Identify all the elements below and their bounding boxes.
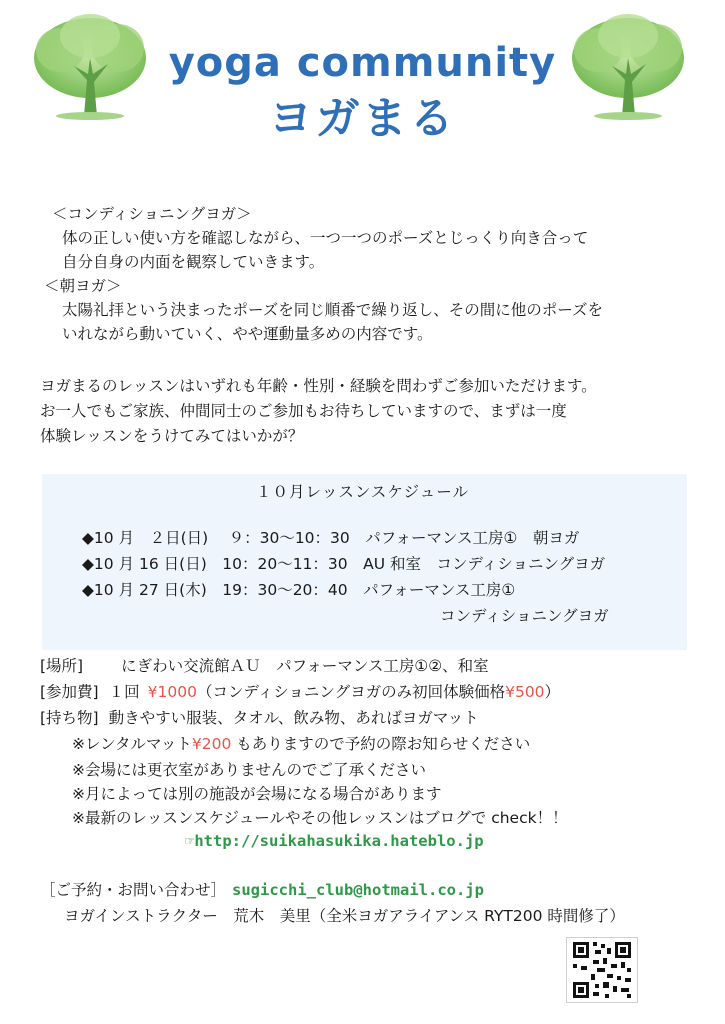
message-line: ヨガまるのレッスンはいずれも年齢・性別・経験を問わずご参加いただけます。 xyxy=(40,377,597,395)
rental-price: ¥200 xyxy=(191,735,232,753)
message-line: お一人でもご家族、仲間同士のご参加もお待ちしていますので、まずは一度 xyxy=(40,402,567,420)
contact-label: ［ご予約・お問い合わせ］ xyxy=(40,881,227,899)
blog-link[interactable]: ☞http://suikahasukika.hateblo.jp xyxy=(185,832,484,850)
instructor-line: ヨガインストラクター 荒木 美里（全米ヨガアライアンス RYT200 時間修了） xyxy=(64,907,625,925)
place-value: にぎわい交流館ＡＵ パフォーマンス工房①②、和室 xyxy=(121,657,489,675)
fee-trial-price: ¥500 xyxy=(505,683,545,701)
heading-morning-yoga: ＜朝ヨガ＞ xyxy=(44,277,122,295)
intro-line: 自分自身の内面を観察していきます。 xyxy=(62,253,325,271)
schedule-row: ◆10 月 ２日(日) ９：30〜10：30 パフォーマンス工房① 朝ヨガ xyxy=(82,529,580,547)
contact-row xyxy=(40,880,484,900)
title-japanese: ヨガまる xyxy=(268,93,457,144)
schedule-row: ◆10 月 16 日(日) 10：20〜11：30 AU 和室 コンディショニングヨガ xyxy=(82,555,606,573)
schedule-row: ◆10 月 27 日(木) 19：30〜20：40 パフォーマンス工房① xyxy=(82,581,516,599)
note-different-venue: ※月によっては別の施設が会場になる場合があります xyxy=(72,785,442,803)
qr-code xyxy=(566,937,638,1003)
contact-email[interactable]: sugicchi_club@hotmail.co.jp xyxy=(232,881,484,899)
intro-line: いれながら動いていく、やや運動量多めの内容です。 xyxy=(62,325,433,343)
note-no-changing-room: ※会場には更衣室がありませんのでご了承ください xyxy=(72,761,426,779)
place-row xyxy=(40,656,489,676)
intro-line: 体の正しい使い方を確認しながら、一つ一つのポーズとじっくり向き合って xyxy=(62,229,589,247)
note-check-blog: ※最新のレッスンスケジュールやその他レッスンはブログで check！！ xyxy=(72,809,568,827)
note-text: もありますので予約の際お知らせください xyxy=(231,735,531,753)
fee-suffix: ） xyxy=(544,683,561,701)
place-label: [場所] xyxy=(40,657,84,675)
note-rental-mat xyxy=(72,734,530,754)
fee-label: [参加費] xyxy=(40,683,99,701)
message-line: 体験レッスンをうけてみてはいかが？ xyxy=(40,427,304,445)
items-row xyxy=(40,708,479,728)
title-english: yoga community xyxy=(168,40,557,86)
fee-prefix: １回 xyxy=(108,683,140,701)
schedule-row-continued: コンディショニングヨガ xyxy=(440,607,609,625)
note-text: ※レンタルマット xyxy=(72,735,192,753)
items-value: 動きやすい服装、タオル、飲み物、あればヨガマット xyxy=(108,709,479,727)
schedule-title: １０月レッスンスケジュール xyxy=(256,483,469,501)
fee-mid: （コンディショニングヨガのみ初回体験価格 xyxy=(196,683,506,701)
intro-line: 太陽礼拝という決まったポーズを同じ順番で繰り返し、その間に他のポーズを xyxy=(62,301,603,319)
fee-row xyxy=(40,682,560,702)
fee-price: ¥1000 xyxy=(147,683,197,701)
items-label: [持ち物] xyxy=(40,709,99,727)
heading-conditioning-yoga: ＜コンディショニングヨガ＞ xyxy=(52,205,252,223)
